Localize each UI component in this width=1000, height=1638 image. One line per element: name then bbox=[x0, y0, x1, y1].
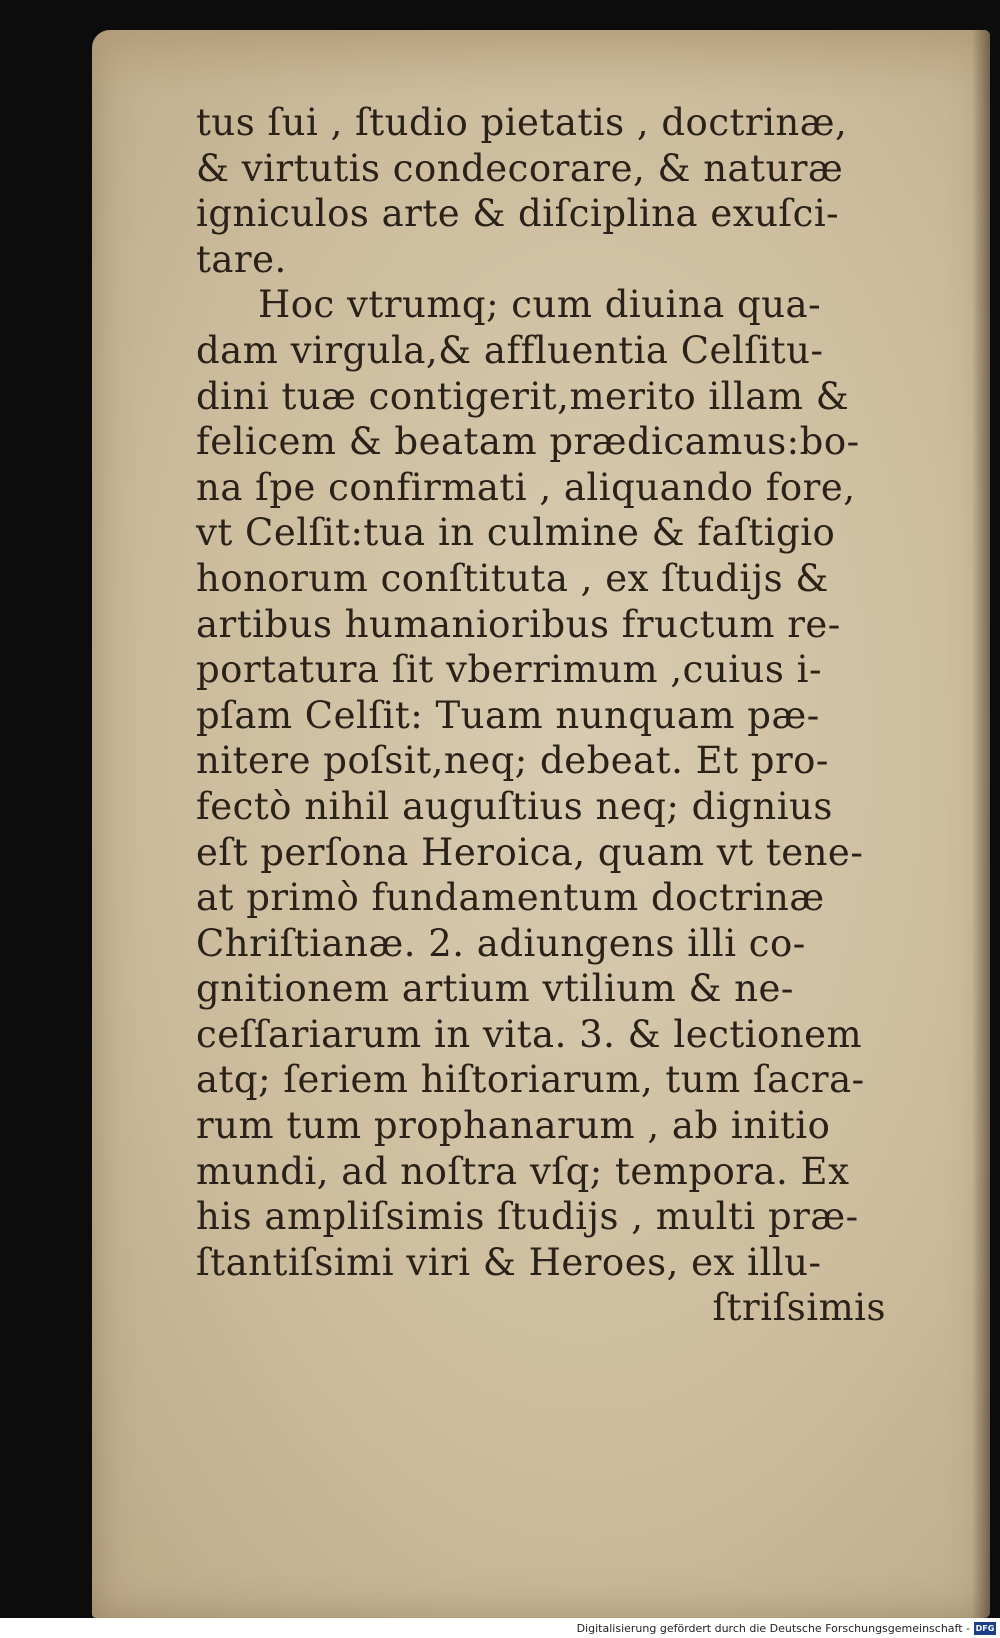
text-line: his ampliſsimis ſtudijs , multi præ- bbox=[196, 1195, 859, 1239]
text-line: ſtantiſsimi viri & Heroes, ex illu- bbox=[196, 1240, 822, 1284]
text-line: nitere poſsit,neq; debeat. Et pro- bbox=[196, 739, 829, 783]
text-line: & virtutis condecorare, & naturæ bbox=[196, 146, 844, 190]
text-line: na ſpe confirmati , aliquando fore, bbox=[196, 465, 856, 509]
text-line: felicem & beatam prædicamus:bo- bbox=[196, 420, 860, 464]
text-line: fectò nihil auguſtius neq; dignius bbox=[196, 784, 833, 828]
text-line: Chriſtianæ. 2. adiungens illi co- bbox=[196, 921, 806, 965]
text-line: tus ſui , ſtudio pietatis , doctrinæ, bbox=[196, 101, 848, 144]
text-line: portatura ſit vberrimum ,cuius i- bbox=[196, 648, 822, 692]
text-line: atq; ſeriem hiſtoriarum, tum ſacra- bbox=[196, 1058, 865, 1102]
text-line: eſt perſona Heroica, quam vt tene- bbox=[196, 830, 864, 874]
digitization-credit: Digitalisierung gefördert durch die Deutsche Forschungsgemeinschaft - bbox=[576, 1622, 970, 1635]
text-line: gnitionem artium vtilium & ne- bbox=[196, 967, 794, 1011]
text-line: pſam Celſit: Tuam nunquam pæ- bbox=[196, 693, 820, 737]
text-line: dam virgula,& affluentia Celſitu- bbox=[196, 328, 824, 372]
page-edge-shadow bbox=[972, 30, 990, 1618]
text-line: ceſſariarum in vita. 3. & lectionem bbox=[196, 1012, 863, 1056]
catchword: ſtriſsimis bbox=[712, 1286, 886, 1330]
text-line: tare. bbox=[196, 237, 287, 281]
text-line: mundi, ad noſtra vſq; tempora. Ex bbox=[196, 1149, 850, 1193]
text-line: rum tum prophanarum , ab initio bbox=[196, 1104, 831, 1148]
text-line: honorum conſtituta , ex ſtudijs & bbox=[196, 556, 829, 600]
page-text-block bbox=[196, 100, 886, 1331]
footer-bar bbox=[0, 1618, 1000, 1638]
text-line: artibus humanioribus fructum re- bbox=[196, 602, 841, 646]
text-line: igniculos arte & diſciplina exuſci- bbox=[196, 192, 840, 236]
text-line-paragraph-start: Hoc vtrumq; cum diuina qua- bbox=[258, 283, 822, 327]
text-line: dini tuæ contigerit,merito illam & bbox=[196, 374, 850, 418]
text-line: vt Celſit:tua in culmine & faſtigio bbox=[196, 511, 836, 555]
text-line: at primò fundamentum doctrinæ bbox=[196, 876, 825, 920]
dfg-logo: DFG bbox=[975, 1624, 995, 1633]
